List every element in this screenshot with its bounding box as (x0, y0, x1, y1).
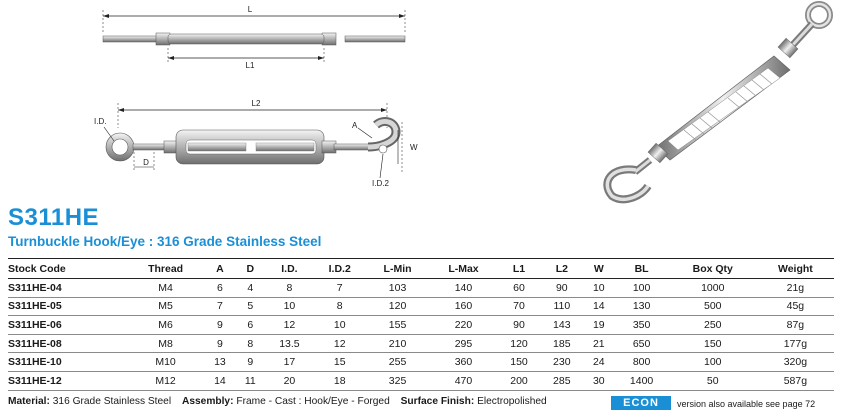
header-stock-code: Stock Code (8, 259, 127, 279)
table-cell: 8 (236, 334, 266, 353)
table-cell: 60 (498, 279, 541, 298)
header-w: W (583, 259, 614, 279)
table-cell: M4 (127, 279, 205, 298)
table-cell: 325 (366, 371, 430, 390)
table-cell: 10 (314, 316, 366, 335)
technical-drawing (0, 0, 850, 205)
header-box-qty: Box Qty (669, 259, 757, 279)
table-cell: 70 (498, 297, 541, 316)
table-cell: 100 (669, 353, 757, 372)
assembly-value: Frame - Cast : Hook/Eye - Forged (236, 396, 390, 407)
table-cell: 9 (236, 353, 266, 372)
table-cell: 15 (314, 353, 366, 372)
product-code-title: S311HE (8, 204, 100, 231)
table-cell: 1000 (669, 279, 757, 298)
table-cell: 250 (669, 316, 757, 335)
material-label: Material: (8, 396, 50, 407)
table-cell: M8 (127, 334, 205, 353)
table-cell: 50 (669, 371, 757, 390)
table-row (8, 334, 834, 353)
header-weight: Weight (757, 259, 834, 279)
table-cell: 30 (583, 371, 614, 390)
header-bl: BL (614, 259, 668, 279)
table-row (8, 353, 834, 372)
table-cell: 20 (265, 371, 314, 390)
finish-value: Electropolished (477, 396, 547, 407)
footer-specs (8, 396, 547, 407)
table-cell: S311HE-12 (8, 371, 127, 390)
header-id2: I.D.2 (314, 259, 366, 279)
table-cell: 45g (757, 297, 834, 316)
table-cell: 500 (669, 297, 757, 316)
bottom-front-view (94, 99, 418, 188)
table-cell: 87g (757, 316, 834, 335)
table-row (8, 297, 834, 316)
header-id: I.D. (265, 259, 314, 279)
table-cell: 320g (757, 353, 834, 372)
table-cell: 220 (429, 316, 497, 335)
table-cell: 185 (540, 334, 583, 353)
table-cell: 200 (498, 371, 541, 390)
table-cell: 19 (583, 316, 614, 335)
product-subtitle: Turnbuckle Hook/Eye : 316 Grade Stainless Steel (8, 234, 322, 249)
table-cell: 800 (614, 353, 668, 372)
table-cell: S311HE-06 (8, 316, 127, 335)
label-W: W (410, 143, 418, 152)
label-ID: I.D. (94, 117, 107, 126)
table-cell: 150 (669, 334, 757, 353)
table-cell: M6 (127, 316, 205, 335)
table-cell: 120 (366, 297, 430, 316)
table-cell: 17 (265, 353, 314, 372)
table-cell: 295 (429, 334, 497, 353)
table-cell: 1400 (614, 371, 668, 390)
label-L: L (247, 5, 253, 14)
table-cell: 587g (757, 371, 834, 390)
econ-badge: ECON (611, 396, 671, 410)
table-cell: 13 (204, 353, 235, 372)
table-cell: 7 (314, 279, 366, 298)
table-cell: 100 (614, 279, 668, 298)
table-row (8, 371, 834, 390)
header-l-max: L-Max (429, 259, 497, 279)
table-cell: S311HE-05 (8, 297, 127, 316)
table-cell: 21 (583, 334, 614, 353)
table-cell: 90 (498, 316, 541, 335)
table-cell: S311HE-04 (8, 279, 127, 298)
table-cell: 8 (265, 279, 314, 298)
table-cell: 160 (429, 297, 497, 316)
product-photo (607, 4, 830, 199)
header-a: A (204, 259, 235, 279)
table-cell: 24 (583, 353, 614, 372)
table-cell: 21g (757, 279, 834, 298)
material-value: 316 Grade Stainless Steel (52, 396, 172, 407)
table-cell: 9 (204, 334, 235, 353)
table-cell: 7 (204, 297, 235, 316)
label-ID2: I.D.2 (372, 179, 389, 188)
table-cell: 155 (366, 316, 430, 335)
table-cell: 150 (498, 353, 541, 372)
specification-table (8, 258, 834, 391)
header-thread: Thread (127, 259, 205, 279)
table-cell: 230 (540, 353, 583, 372)
econ-note: version also available see page 72 (677, 399, 816, 409)
table-cell: 14 (583, 297, 614, 316)
table-cell: 9 (204, 316, 235, 335)
label-L1: L1 (245, 61, 255, 70)
table-cell: 103 (366, 279, 430, 298)
header-l2: L2 (540, 259, 583, 279)
table-cell: 120 (498, 334, 541, 353)
table-row (8, 279, 834, 298)
table-cell: 10 (265, 297, 314, 316)
header-d: D (236, 259, 266, 279)
table-cell: 255 (366, 353, 430, 372)
table-row (8, 316, 834, 335)
table-cell: 210 (366, 334, 430, 353)
table-cell: 285 (540, 371, 583, 390)
table-cell: 14 (204, 371, 235, 390)
header-l-min: L-Min (366, 259, 430, 279)
table-cell: 470 (429, 371, 497, 390)
table-cell: 12 (314, 334, 366, 353)
table-header-row (8, 259, 834, 279)
table-cell: 360 (429, 353, 497, 372)
table-cell: 350 (614, 316, 668, 335)
label-D: D (143, 158, 149, 167)
table-cell: 11 (236, 371, 266, 390)
table-cell: 177g (757, 334, 834, 353)
table-cell: S311HE-08 (8, 334, 127, 353)
label-A: A (352, 121, 358, 130)
table-cell: 10 (583, 279, 614, 298)
product-diagrams (0, 0, 850, 205)
label-L2: L2 (251, 99, 261, 108)
header-l1: L1 (498, 259, 541, 279)
table-cell: 6 (236, 316, 266, 335)
table-cell: 110 (540, 297, 583, 316)
table-cell: 143 (540, 316, 583, 335)
table-cell: 90 (540, 279, 583, 298)
top-side-view (103, 5, 405, 70)
table-cell: M5 (127, 297, 205, 316)
table-cell: 4 (236, 279, 266, 298)
table-cell: M12 (127, 371, 205, 390)
table-cell: 140 (429, 279, 497, 298)
table-cell: M10 (127, 353, 205, 372)
finish-label: Surface Finish: (400, 396, 475, 407)
table-cell: 18 (314, 371, 366, 390)
table-cell: 6 (204, 279, 235, 298)
table-cell: 5 (236, 297, 266, 316)
table-cell: S311HE-10 (8, 353, 127, 372)
table-cell: 650 (614, 334, 668, 353)
assembly-label: Assembly: (181, 396, 234, 407)
table-cell: 8 (314, 297, 366, 316)
table-cell: 13.5 (265, 334, 314, 353)
table-cell: 12 (265, 316, 314, 335)
table-cell: 130 (614, 297, 668, 316)
